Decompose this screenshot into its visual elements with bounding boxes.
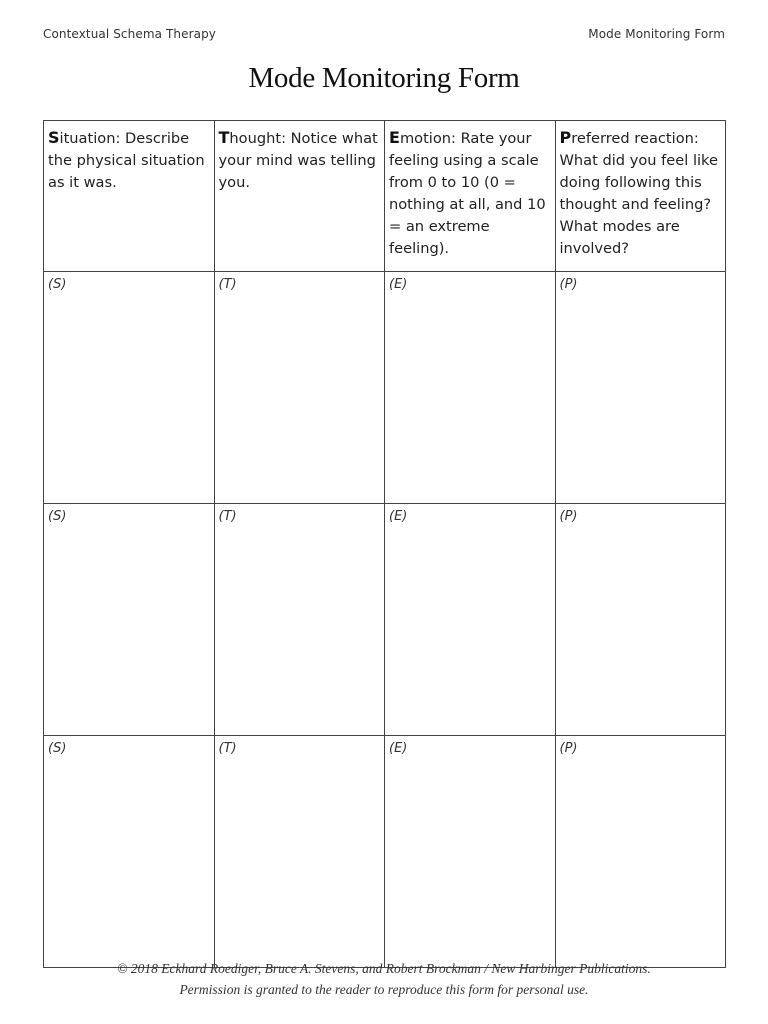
column-header-initial: E [389,128,400,147]
column-header-text: referred reaction: What did you feel like doing following this thought and feeling? What modes are involved? [559,130,718,257]
column-header-text: ituation: Describe the physical situation as it was. [48,130,205,191]
column-header-initial: P [559,128,572,147]
thought-entry-cell[interactable]: (T) [214,504,385,736]
thought-entry-cell[interactable]: (T) [214,736,385,968]
column-header-initial: T [218,128,230,147]
running-head-right: Mode Monitoring Form [588,27,725,41]
preferred-reaction-entry-cell[interactable]: (P) [555,504,726,736]
preferred-reaction-entry-cell[interactable]: (P) [555,736,726,968]
situation-entry-cell[interactable]: (S) [44,504,215,736]
column-header-initial: S [48,128,60,147]
page-title: Mode Monitoring Form [248,62,520,94]
entry-row [44,736,726,968]
mode-monitoring-table [43,120,726,968]
column-header-situation [44,121,215,272]
header-row [44,121,726,272]
column-header-text: hought: Notice what your mind was telling you. [218,130,378,191]
column-header-emotion [385,121,556,272]
thought-entry-cell[interactable]: (T) [214,272,385,504]
entry-row [44,504,726,736]
entry-row [44,272,726,504]
column-header-thought [214,121,385,272]
emotion-entry-cell[interactable]: (E) [385,272,556,504]
column-header-preferred-reaction [555,121,726,272]
copyright-notice: © 2018 Eckhard Roediger, Bruce A. Stevens, and Robert Brockman / New Harbinger Publications. [117,961,651,976]
running-head-left: Contextual Schema Therapy [43,27,217,41]
emotion-entry-cell[interactable]: (E) [385,736,556,968]
permission-notice: Permission is granted to the reader to reproduce this form for personal use. [179,982,589,997]
preferred-reaction-entry-cell[interactable]: (P) [555,272,726,504]
column-header-text: motion: Rate your feeling using a scale from 0 to 10 (0 = nothing at all, and 10 = an extreme feeling). [389,130,546,257]
situation-entry-cell[interactable]: (S) [44,736,215,968]
situation-entry-cell[interactable]: (S) [44,272,215,504]
emotion-entry-cell[interactable]: (E) [385,504,556,736]
